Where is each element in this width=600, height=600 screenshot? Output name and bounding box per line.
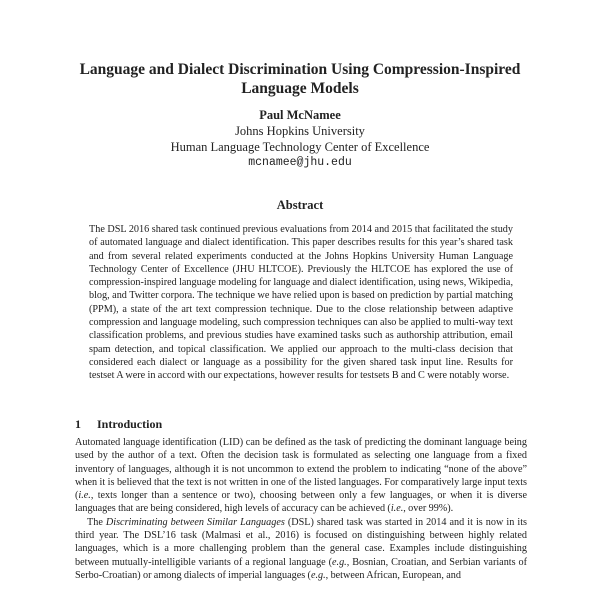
intro-p2-text-c: , Bosnian, Croatian, and Serbian variants of Serbo-Croatian) or among dialects of imperial languages ( [75,556,527,581]
author-affiliation-university: Johns Hopkins University [235,124,365,138]
intro-p1-ie: i.e. [78,490,91,502]
intro-paragraph-2 [75,516,527,582]
intro-p2-eg: e.g. [332,556,347,568]
intro-p1-text-b: , texts longer than a sentence or two), choosing between only a few languages, or when it is diverse languages that are being considered, high levels of accuracy can be achieved ( [75,490,527,515]
section-number: 1 [75,417,81,431]
intro-p2-text-d: , between African, European, and [325,569,461,581]
author-email: mcnamee@jhu.edu [248,156,352,169]
intro-p2-text-a: The [87,516,106,528]
section-title: Introduction [97,417,163,431]
paper-title: Language and Dialect Discrimination Using Compression-Inspired Language Models [79,61,521,97]
author-name: Paul McNamee [259,108,341,122]
author-affiliation-center: Human Language Technology Center of Excellence [170,140,430,154]
intro-p1-text-c: , over 99%). [403,503,454,515]
intro-p2-task-name: Discriminating between Similar Languages [105,516,285,528]
abstract-body: The DSL 2016 shared task continued previous evaluations from 2014 and 2015 that facilitated the study of automated language and dialect identification. This paper describes results for this year’s shared task and from several related experiments conducted at the Johns Hopkins University Human Language Technology Center of Excellence (JHU HLTCOE). Previously the HLTCOE has explored the use of compression-inspired language modeling for language and dialect identification, using news, Wikipedia, blog, and Twitter corpora. The technique we have relied upon is based on prediction by partial matching (PPM), a state of the art text compression technique. Due to the close relationship between adaptive compression and language modeling, such compression techniques can also be applied to multi-way text classification problems, and previous studies have examined tasks such as authorship attribution, email spam detection, and topical classification. We applied our approach to the multi-class decision that considered each dialect or language as a possibility for the given shared task input line. Results for testset A were in accord with our expectations, however results for testsets B and C were notably worse. [89,224,513,382]
introduction-body [75,436,527,582]
section-heading-introduction [75,417,162,432]
abstract-heading: Abstract [276,198,324,212]
intro-p2-eg-2: e.g. [310,569,326,581]
intro-p1-text-a: Automated language identification (LID) can be defined as the task of predicting the dominant language being used by the author of a text. Often the decision task is formulated as selecting one language from a fixed inventory of languages, although it is not uncommon to extend the problem to indicating “none of the above” when it is believed that the text is not written in one of the listed languages. For comparatively large input texts ( [75,437,527,502]
intro-paragraph-1 [75,436,527,516]
intro-p1-ie-2: i.e. [390,503,404,515]
intro-p2-text-b: (DSL) shared task was started in 2014 and it is now in its third year. The DSL’16 task (Malmasi et al., 2016) is focused on distinguishing between highly related languages, which is a more challenging problem than the general case. Examples include distinguishing between mutually-intelligible variants of a regional language ( [75,516,527,568]
author-block [60,107,540,171]
